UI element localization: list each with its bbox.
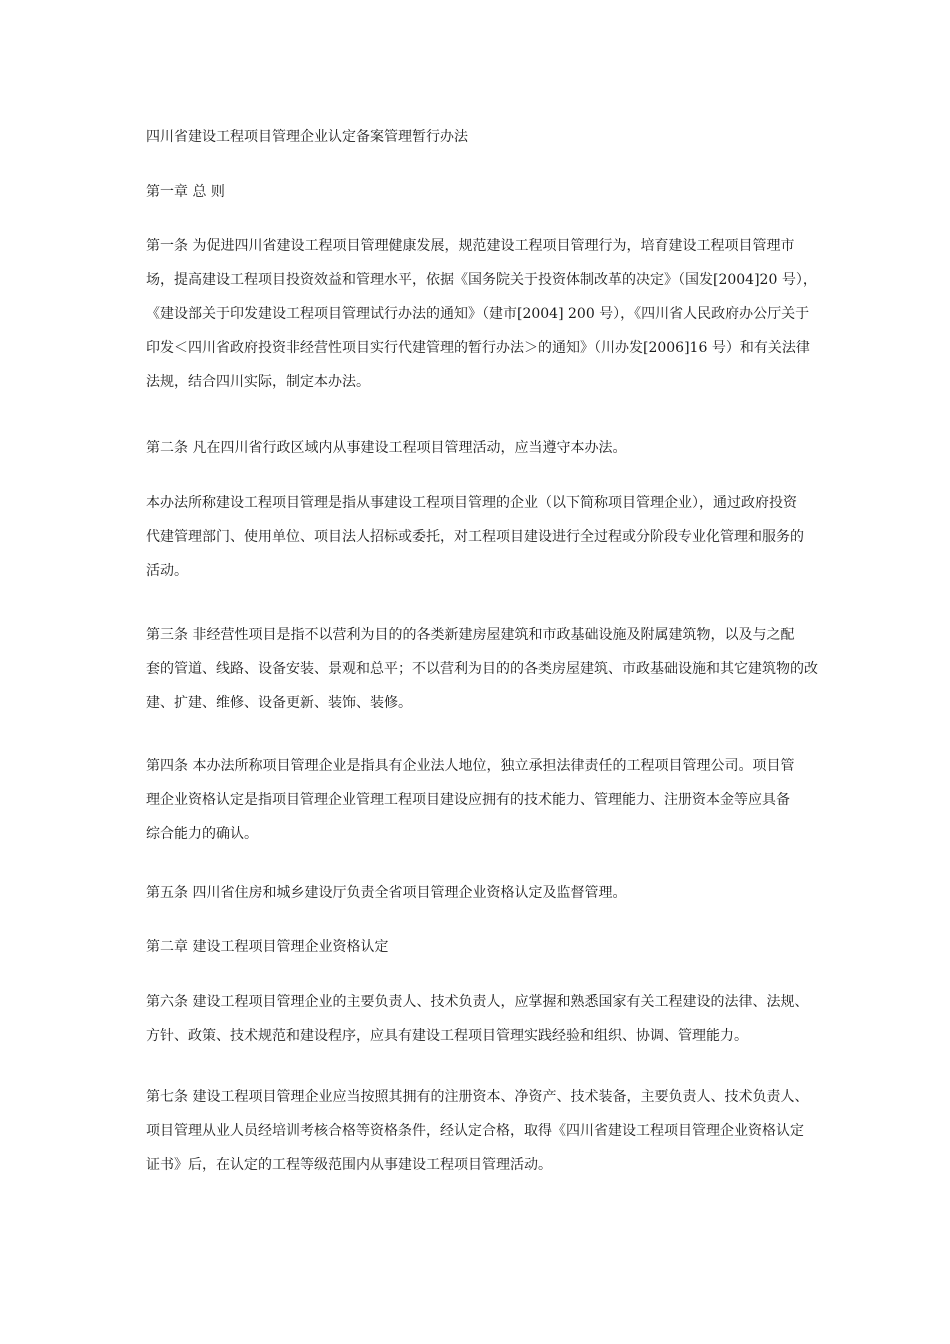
article-1-line: 第一条 为促进四川省建设工程项目管理健康发展，规范建设工程项目管理行为，培育建设工程项目管理市 <box>146 238 795 254</box>
article-2-note-line: 本办法所称建设工程项目管理是指从事建设工程项目管理的企业（以下简称项目管理企业），通过政府投资 <box>146 495 797 511</box>
chapter-1-text: 第一章 总 则 <box>146 184 225 200</box>
article-3-line: 建、扩建、维修、设备更新、装饰、装修。 <box>146 695 412 711</box>
chapter-2-heading <box>146 930 808 964</box>
article-1-line: 印发＜四川省政府投资非经营性项目实行代建管理的暂行办法＞的通知》（川办发[2006]16 号）和有关法律 <box>146 340 810 356</box>
article-2-text: 第二条 凡在四川省行政区域内从事建设工程项目管理活动，应当遵守本办法。 <box>146 440 627 456</box>
document-title <box>146 120 808 154</box>
document-title-text: 四川省建设工程项目管理企业认定备案管理暂行办法 <box>146 129 468 145</box>
article-7 <box>146 1080 808 1182</box>
article-3-line: 第三条 非经营性项目是指不以营利为目的的各类新建房屋建筑和市政基础设施及附属建筑物，以及与之配 <box>146 627 795 643</box>
chapter-2-text: 第二章 建设工程项目管理企业资格认定 <box>146 939 389 955</box>
article-1-line: 场，提高建设工程项目投资效益和管理水平，依据《国务院关于投资体制改革的决定》（国发[2004]20 号）， <box>146 272 817 288</box>
article-2 <box>146 431 808 465</box>
article-1-line: 《建设部关于印发建设工程项目管理试行办法的通知》（建市[2004] 200 号），《四川省人民政府办公厅关于 <box>146 306 810 322</box>
article-2-note <box>146 486 808 588</box>
article-7-line: 证书》后，在认定的工程等级范围内从事建设工程项目管理活动。 <box>146 1157 552 1173</box>
chapter-1-heading <box>146 175 808 209</box>
article-1 <box>146 229 817 399</box>
article-2-note-line: 活动。 <box>146 563 188 579</box>
article-5 <box>146 876 808 910</box>
article-5-text: 第五条 四川省住房和城乡建设厅负责全省项目管理企业资格认定及监督管理。 <box>146 885 627 901</box>
article-2-note-line: 代建管理部门、使用单位、项目法人招标或委托，对工程项目建设进行全过程或分阶段专业化管理和服务的 <box>146 529 804 545</box>
article-6 <box>146 985 808 1053</box>
article-4-line: 综合能力的确认。 <box>146 826 258 842</box>
article-4 <box>146 749 808 851</box>
article-4-line: 第四条 本办法所称项目管理企业是指具有企业法人地位，独立承担法律责任的工程项目管理公司。项目管 <box>146 758 795 774</box>
article-6-line: 第六条 建设工程项目管理企业的主要负责人、技术负责人，应掌握和熟悉国家有关工程建设的法律、法规、 <box>146 994 809 1010</box>
article-3-line: 套的管道、线路、设备安装、景观和总平；不以营利为目的的各类房屋建筑、市政基础设施和其它建筑物的改 <box>146 661 818 677</box>
article-6-line: 方针、政策、技术规范和建设程序，应具有建设工程项目管理实践经验和组织、协调、管理能力。 <box>146 1028 748 1044</box>
article-4-line: 理企业资格认定是指项目管理企业管理工程项目建设应拥有的技术能力、管理能力、注册资本金等应具备 <box>146 792 790 808</box>
article-1-line: 法规，结合四川实际，制定本办法。 <box>146 374 370 390</box>
article-7-line: 第七条 建设工程项目管理企业应当按照其拥有的注册资本、净资产、技术装备，主要负责人、技术负责人、 <box>146 1089 809 1105</box>
article-3 <box>146 618 818 720</box>
article-7-line: 项目管理从业人员经培训考核合格等资格条件，经认定合格，取得《四川省建设工程项目管理企业资格认定 <box>146 1123 804 1139</box>
